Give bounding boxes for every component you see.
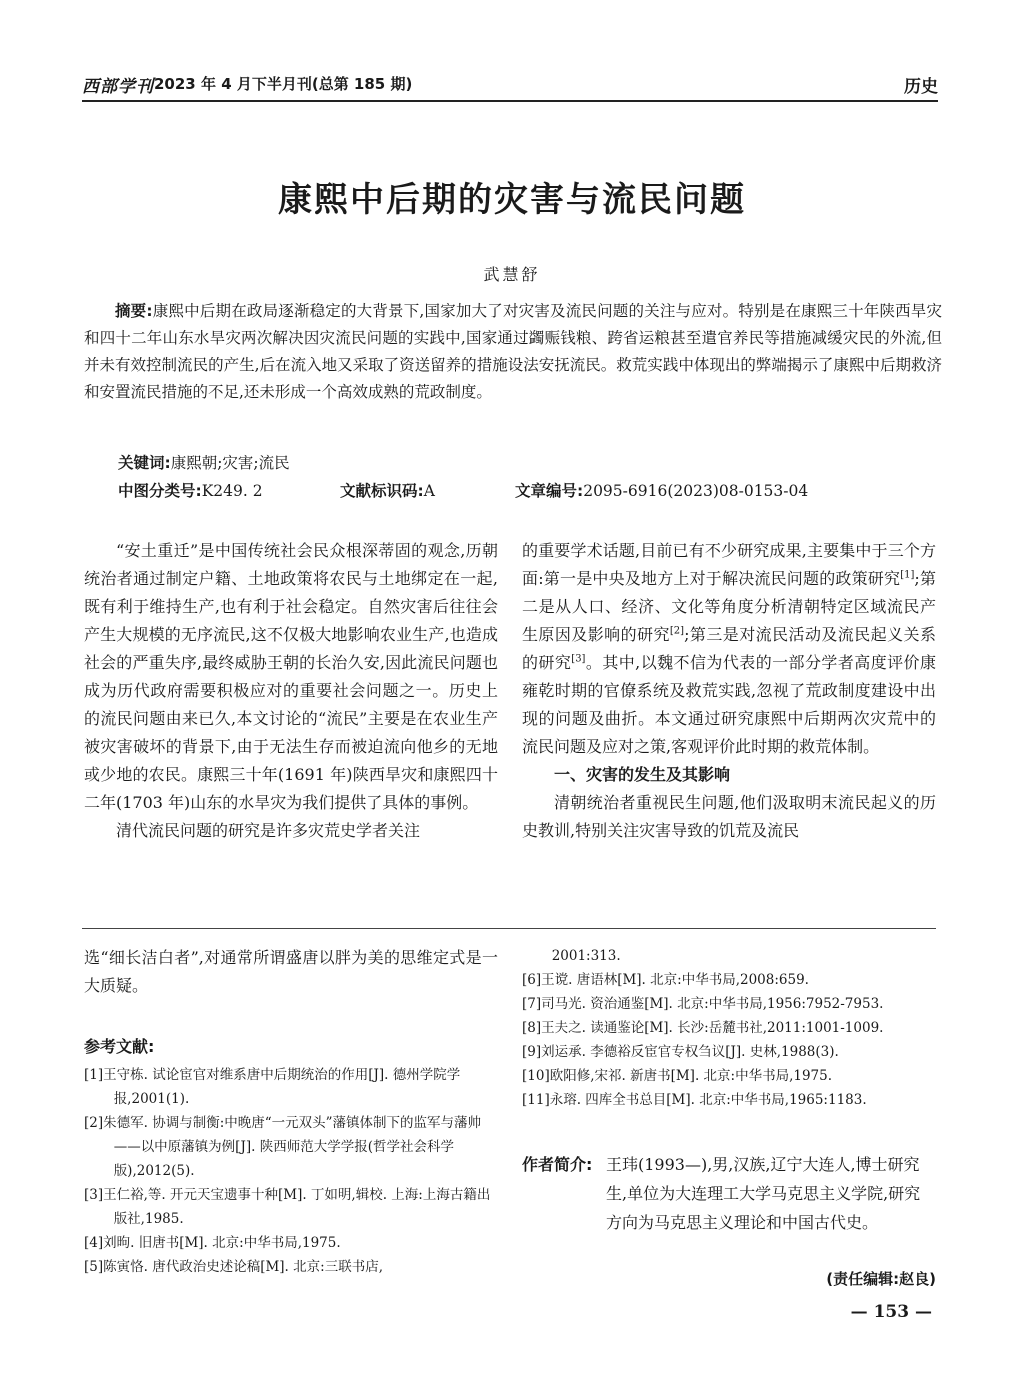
citation: [1]	[900, 569, 915, 581]
body-right-column	[522, 537, 936, 845]
bio-label-text: 作者简介:	[522, 1155, 593, 1174]
section-heading: 一、灾害的发生及其影响	[554, 765, 731, 784]
reference-item: [1]王守栋. 试论宦官对维系唐中后期统治的作用[J]. 德州学院学报,2001(1).	[84, 1067, 461, 1107]
keywords-label: 关键词:	[118, 454, 171, 472]
section-divider	[82, 928, 936, 929]
clc-number	[118, 479, 263, 501]
keywords-text: 康熙朝;灾害;流民	[170, 454, 290, 472]
reference-item: [2]朱德军. 协调与制衡:中晚唐“一元双头”藩镇体制下的监军与藩帅——以中原藩镇为例[J]. 陕西师范大学学报(哲学社会科学版),2012(5).	[84, 1115, 482, 1179]
reference-item: [10]欧阳修,宋祁. 新唐书[M]. 北京:中华书局,1975.	[522, 1068, 833, 1084]
body-paragraph: “安土重迁”是中国传统社会民众根深蒂固的观念,历朝统治者通过制定户籍、土地政策将农民与土地绑定在一起,既有利于维持生产,也有利于社会稳定。自然灾害后往往会产生大规模的无序流民,这不仅极大地影响农业生产,也造成社会的严重失序,最终威胁王朝的长治久安,因此流民问题也成为历代政府需要积极应对的重要社会问题之一。历史上的流民问题由来已久,本文讨论的“流民”主要是在农业生产被灾害破坏的背景下,由于无法生存而被迫流向他乡的无地或少地的农民。康熙三十年(1691 年)陕西旱灾和康熙四十二年(1703 年)山东的水旱灾为我们提供了具体的事例。	[84, 541, 498, 812]
reference-item: [8]王夫之. 读通鉴论[M]. 长沙:岳麓书社,2011:1001-1009.	[522, 1020, 884, 1036]
abstract-label: 摘要:	[115, 302, 153, 320]
article-author: 武慧舒	[483, 265, 541, 284]
page-number: — 153 —	[850, 1302, 932, 1322]
clc-label: 中图分类号:	[118, 482, 202, 500]
lower-right-column	[522, 944, 936, 1112]
running-header	[82, 72, 938, 102]
bio-label	[522, 1150, 606, 1179]
doc-code-label: 文献标识码:	[340, 482, 424, 500]
section-label: 历史	[904, 77, 938, 97]
paragraph-text: ;第二是从人口、经济、文化等角度分析清朝特定区域流民产生原因及影响的研究	[522, 569, 936, 644]
body-paragraph: 清朝统治者重视民生问题,他们汲取明末流民起义的历史教训,特别关注灾害导致的饥荒及流民	[522, 793, 936, 840]
journal-name: 西部学刊	[82, 77, 154, 97]
lower-left-column	[84, 944, 498, 1279]
article-no-label: 文章编号:	[515, 482, 584, 500]
responsible-editor: (责任编辑:赵良)	[826, 1270, 936, 1288]
body-paragraph: 清代流民问题的研究是许多灾荒史学者关注	[116, 821, 421, 840]
keywords	[118, 451, 290, 473]
clc-value: K249. 2	[201, 482, 263, 500]
article-title: 康熙中后期的灾害与流民问题	[278, 180, 746, 220]
body-left-column	[84, 537, 498, 845]
carryover-text: 选“细长洁白者”,对通常所谓盛唐以胖为美的思维定式是一大质疑。	[84, 948, 498, 995]
paragraph-text: 的重要学术话题,目前已有不少研究成果,主要集中于三个方面:第一是中央及地方上对于解决流民问题的政策研究	[522, 541, 936, 588]
reference-item: [4]刘昫. 旧唐书[M]. 北京:中华书局,1975.	[84, 1235, 341, 1251]
abstract	[84, 298, 942, 406]
article-no-value: 2095-6916(2023)08-0153-04	[583, 482, 809, 500]
reference-item: [6]王谠. 唐语林[M]. 北京:中华书局,2008:659.	[522, 972, 809, 988]
references-title: 参考文献:	[84, 1037, 155, 1056]
reference-item: [9]刘运承. 李德裕反宦官专权刍议[J]. 史林,1988(3).	[522, 1044, 839, 1060]
abstract-text: 康熙中后期在政局逐渐稳定的大背景下,国家加大了对灾害及流民问题的关注与应对。特别是在康熙三十年陕西旱灾和四十二年山东水旱灾两次解决因灾流民问题的实践中,国家通过蠲赈钱粮、跨省运粮甚至遣官养民等措施减缓灾民的外流,但并未有效控制流民的产生,后在流入地又采取了资送留养的措施设法安抚流民。救荒实践中体现出的弊端揭示了康熙中后期救济和安置流民措施的不足,还未形成一个高效成熟的荒政制度。	[84, 302, 942, 401]
citation: [2]	[669, 625, 685, 637]
citation: [3]	[571, 653, 586, 665]
issue-info: 2023 年 4 月下半月刊(总第 185 期)	[154, 75, 413, 93]
body-paragraph	[522, 537, 936, 761]
reference-item: [7]司马光. 资治通鉴[M]. 北京:中华书局,1956:7952-7953.	[522, 996, 884, 1012]
article-number	[515, 479, 808, 501]
paragraph-text: 。其中,以魏不信为代表的一部分学者高度评价康雍乾时期的官僚系统及救荒实践,忽视了荒政制度建设中出现的问题及曲折。本文通过研究康熙中后期两次灾荒中的流民问题及应对之策,客观评价此时期的救荒体制。	[522, 653, 936, 756]
document-code	[340, 479, 435, 501]
reference-item: [5]陈寅恪. 唐代政治史述论稿[M]. 北京:三联书店,	[84, 1259, 383, 1275]
paragraph-text: ;第三是对流民活动及流民起义关系的研究	[522, 625, 936, 672]
doc-code-value: A	[423, 482, 435, 500]
reference-continuation: 2001:313.	[551, 948, 621, 964]
author-bio: 王玮(1993—),男,汉族,辽宁大连人,博士研究生,单位为大连理工大学马克思主义学院,研究方向为马克思主义理论和中国古代史。	[606, 1155, 921, 1232]
reference-item: [3]王仁裕,等. 开元天宝遗事十种[M]. 丁如明,辑校. 上海:上海古籍出版社,1985.	[84, 1187, 491, 1227]
reference-item: [11]永瑢. 四库全书总目[M]. 北京:中华书局,1965:1183.	[522, 1092, 867, 1108]
